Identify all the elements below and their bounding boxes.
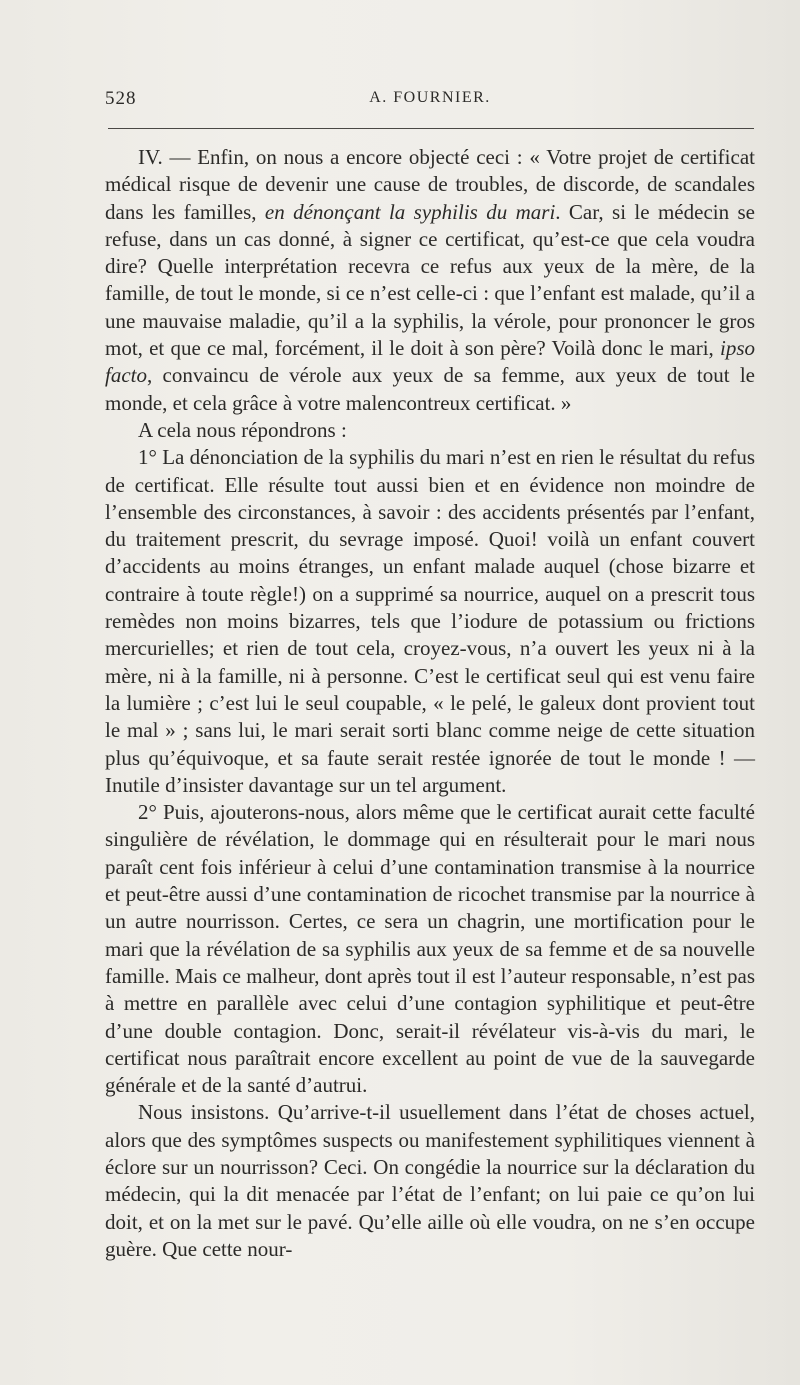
paragraph-reply: A cela nous répondrons : bbox=[138, 417, 347, 442]
paragraph-text: , convaincu de vérole aux yeux de sa femme, aux yeux de tout le monde, et cela grâce à votre malencontreux certificat. » bbox=[105, 363, 755, 415]
page-header bbox=[105, 88, 755, 118]
header-rule bbox=[108, 128, 754, 129]
italic-phrase: en dénonçant la syphilis du mari bbox=[264, 199, 556, 224]
page-number: 528 bbox=[105, 88, 137, 109]
paragraph-text: . Car, si le médecin se refuse, dans un cas donné, à signer ce certificat, qu’est-ce que cela voudra dire? Quelle interprétation recevra ce refus aux yeux de la mère, de la famille, de tout le monde, si ce n’est celle-ci : que l’enfant est malade, qu’il a une mauvaise maladie, qu’il a la syphilis, la vérole, pour prononcer le gros mot, et que ce mal, forcément, il le doit à son père? Voilà donc le mari, bbox=[105, 199, 755, 361]
italic-phrase: ipso facto bbox=[105, 336, 755, 388]
paragraph-point-1: 1° La dénonciation de la syphilis du mari n’est en rien le résultat du refus de certificat. Elle résulte tout aussi bien et en évidence non moindre de l’ensemble des circonstances, à savoir : des accidents présentés par l’enfant, du traitement prescrit, du sevrage imposé. Quoi! voilà un enfant couvert d’accidents au moins étranges, un enfant malade auquel (chose bizarre et contraire à toute règle!) on a supprimé sa nourrice, auquel on a prescrit tous remèdes non moins bizarres, tels que l’iodure de potassium ou frictions mercurielles; et rien de tout cela, croyez-vous, n’a ouvert les yeux ni à la mère, ni à la famille, ni à personne. C’est le certificat seul qui est venu faire la lumière ; c’est lui le seul coupable, « le pelé, le galeux dont provient tout le mal » ; sans lui, le mari serait sorti blanc comme neige de cette situation plus qu’équivoque, et sa faute serait restée ignorée de tout le monde ! — Inutile d’insister davantage sur un tel argument. bbox=[105, 445, 755, 797]
paragraph-text: IV. — Enfin, on nous a encore objecté ceci : « Votre projet de certificat médical risque de devenir une cause de troubles, de discorde, de scandales dans les familles, bbox=[105, 145, 755, 224]
running-head: A. FOURNIER. bbox=[369, 89, 491, 106]
paragraph-insist: Nous insistons. Qu’arrive-t-il usuellement dans l’état de choses actuel, alors que des symptômes suspects ou manifestement syphilitiques viennent à éclore sur un nourrisson? Ceci. On congédie la nourrice sur la déclaration du médecin, qui la dit menacée par l’état de l’enfant; on lui paie ce qu’on lui doit, et on la met sur le pavé. Qu’elle aille où elle voudra, on ne s’en occupe guère. Que cette nour- bbox=[105, 1100, 755, 1261]
body-text bbox=[105, 144, 755, 1263]
paragraph-point-2: 2° Puis, ajouterons-nous, alors même que le certificat aurait cette faculté singulière de révélation, le dommage qui en résulterait pour le mari nous paraît cent fois inférieur à celui d’une contamination transmise à la nourrice et peut-être aussi d’une contamination de ricochet transmise par la nourrice à un autre nourrisson. Certes, ce sera un chagrin, une mortification pour le mari que la révélation de sa syphilis aux yeux de sa femme et de sa nouvelle famille. Mais ce malheur, dont après tout il est l’auteur responsable, n’est pas à mettre en parallèle avec celui d’une contagion syphilitique et peut-être d’une double contagion. Donc, serait-il révélateur vis-à-vis du mari, le certificat nous paraîtrait encore excellent au point de vue de la sauvegarde générale et de la santé d’autrui. bbox=[105, 800, 755, 1098]
paragraph-iv bbox=[105, 144, 755, 417]
